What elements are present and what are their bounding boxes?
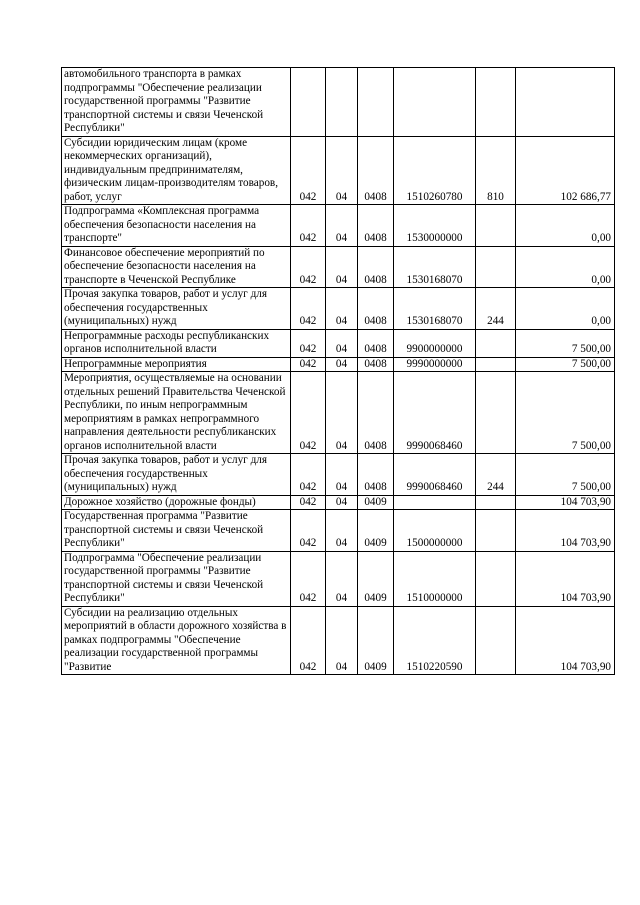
target-article-cell <box>394 68 476 137</box>
ministry-code-cell: 042 <box>291 288 326 330</box>
table-row <box>62 205 615 247</box>
target-article-cell: 9990000000 <box>394 357 476 372</box>
amount-cell: 104 703,90 <box>516 510 615 552</box>
subsection-code-cell: 0408 <box>358 246 394 288</box>
amount-cell: 7 500,00 <box>516 329 615 357</box>
target-article-cell: 9990068460 <box>394 454 476 496</box>
section-code-cell: 04 <box>326 551 358 606</box>
target-article-cell: 1510000000 <box>394 551 476 606</box>
section-code-cell: 04 <box>326 205 358 247</box>
section-code-cell: 04 <box>326 454 358 496</box>
subsection-code-cell: 0408 <box>358 136 394 205</box>
amount-cell: 7 500,00 <box>516 357 615 372</box>
subsection-code-cell: 0409 <box>358 495 394 510</box>
amount-cell <box>516 68 615 137</box>
ministry-code-cell: 042 <box>291 246 326 288</box>
table-row <box>62 357 615 372</box>
target-article-cell: 9990068460 <box>394 372 476 454</box>
amount-cell: 7 500,00 <box>516 454 615 496</box>
table-row <box>62 136 615 205</box>
row-name-cell: Подпрограмма «Комплексная программа обеспечения безопасности населения на транспорте" <box>62 205 291 247</box>
table-row <box>62 454 615 496</box>
ministry-code-cell: 042 <box>291 357 326 372</box>
ministry-code-cell: 042 <box>291 205 326 247</box>
subsection-code-cell: 0409 <box>358 606 394 675</box>
row-name-cell: Прочая закупка товаров, работ и услуг для обеспечения государственных (муниципальных) нужд <box>62 288 291 330</box>
ministry-code-cell: 042 <box>291 495 326 510</box>
expense-type-cell: 244 <box>476 288 516 330</box>
amount-cell: 7 500,00 <box>516 372 615 454</box>
row-name-cell: Непрограммные расходы республиканских органов исполнительной власти <box>62 329 291 357</box>
section-code-cell: 04 <box>326 606 358 675</box>
section-code-cell: 04 <box>326 372 358 454</box>
amount-cell: 104 703,90 <box>516 551 615 606</box>
table-row <box>62 288 615 330</box>
table-row <box>62 551 615 606</box>
amount-cell: 104 703,90 <box>516 606 615 675</box>
ministry-code-cell: 042 <box>291 372 326 454</box>
expense-type-cell <box>476 510 516 552</box>
expense-type-cell: 810 <box>476 136 516 205</box>
expense-type-cell <box>476 329 516 357</box>
section-code-cell: 04 <box>326 288 358 330</box>
amount-cell: 104 703,90 <box>516 495 615 510</box>
expense-type-cell <box>476 495 516 510</box>
amount-cell: 0,00 <box>516 205 615 247</box>
target-article-cell: 9900000000 <box>394 329 476 357</box>
target-article-cell: 1500000000 <box>394 510 476 552</box>
table-row <box>62 495 615 510</box>
subsection-code-cell: 0408 <box>358 288 394 330</box>
ministry-code-cell <box>291 68 326 137</box>
row-name-cell: Государственная программа "Развитие транспортной системы и связи Чеченской Республики" <box>62 510 291 552</box>
expense-type-cell <box>476 606 516 675</box>
amount-cell: 102 686,77 <box>516 136 615 205</box>
row-name-cell: Мероприятия, осуществляемые на основании отдельных решений Правительства Чеченской Республики, по иным непрограммным мероприятиям в рамках непрограммного направления деятельности республиканских органов исполнительной власти <box>62 372 291 454</box>
section-code-cell: 04 <box>326 510 358 552</box>
table-body <box>62 68 615 675</box>
expense-type-cell <box>476 357 516 372</box>
subsection-code-cell: 0409 <box>358 510 394 552</box>
ministry-code-cell: 042 <box>291 329 326 357</box>
section-code-cell: 04 <box>326 329 358 357</box>
table-row <box>62 246 615 288</box>
row-name-cell: автомобильного транспорта в рамках подпрограммы "Обеспечение реализации государственной программы "Развитие транспортной системы и связи Чеченской Республики" <box>62 68 291 137</box>
expense-type-cell <box>476 372 516 454</box>
table-row <box>62 329 615 357</box>
expense-type-cell <box>476 205 516 247</box>
budget-table <box>61 67 615 675</box>
target-article-cell: 1530168070 <box>394 288 476 330</box>
subsection-code-cell: 0409 <box>358 551 394 606</box>
expense-type-cell <box>476 68 516 137</box>
section-code-cell <box>326 68 358 137</box>
table-row <box>62 510 615 552</box>
subsection-code-cell: 0408 <box>358 205 394 247</box>
amount-cell: 0,00 <box>516 246 615 288</box>
row-name-cell: Субсидии юридическим лицам (кроме некоммерческих организаций), индивидуальным предпринимателям, физическим лицам-производителям товаров, работ, услуг <box>62 136 291 205</box>
ministry-code-cell: 042 <box>291 606 326 675</box>
table-row <box>62 68 615 137</box>
ministry-code-cell: 042 <box>291 551 326 606</box>
target-article-cell: 1530168070 <box>394 246 476 288</box>
section-code-cell: 04 <box>326 136 358 205</box>
expense-type-cell <box>476 246 516 288</box>
row-name-cell: Непрограммные мероприятия <box>62 357 291 372</box>
section-code-cell: 04 <box>326 246 358 288</box>
target-article-cell: 1510220590 <box>394 606 476 675</box>
target-article-cell <box>394 495 476 510</box>
section-code-cell: 04 <box>326 495 358 510</box>
table-row <box>62 372 615 454</box>
ministry-code-cell: 042 <box>291 136 326 205</box>
subsection-code-cell: 0408 <box>358 357 394 372</box>
row-name-cell: Дорожное хозяйство (дорожные фонды) <box>62 495 291 510</box>
subsection-code-cell: 0408 <box>358 372 394 454</box>
section-code-cell: 04 <box>326 357 358 372</box>
subsection-code-cell: 0408 <box>358 329 394 357</box>
target-article-cell: 1510260780 <box>394 136 476 205</box>
target-article-cell: 1530000000 <box>394 205 476 247</box>
ministry-code-cell: 042 <box>291 510 326 552</box>
table-row <box>62 606 615 675</box>
row-name-cell: Субсидии на реализацию отдельных мероприятий в области дорожного хозяйства в рамках подпрограммы "Обеспечение реализации государственной программы "Развитие <box>62 606 291 675</box>
expense-type-cell <box>476 551 516 606</box>
ministry-code-cell: 042 <box>291 454 326 496</box>
row-name-cell: Прочая закупка товаров, работ и услуг для обеспечения государственных (муниципальных) нужд <box>62 454 291 496</box>
expense-type-cell: 244 <box>476 454 516 496</box>
subsection-code-cell: 0408 <box>358 454 394 496</box>
row-name-cell: Подпрограмма "Обеспечение реализации государственной программы "Развитие транспортной системы и связи Чеченской Республики" <box>62 551 291 606</box>
subsection-code-cell <box>358 68 394 137</box>
row-name-cell: Финансовое обеспечение мероприятий по обеспечение безопасности населения на транспорте в Чеченской Республике <box>62 246 291 288</box>
amount-cell: 0,00 <box>516 288 615 330</box>
